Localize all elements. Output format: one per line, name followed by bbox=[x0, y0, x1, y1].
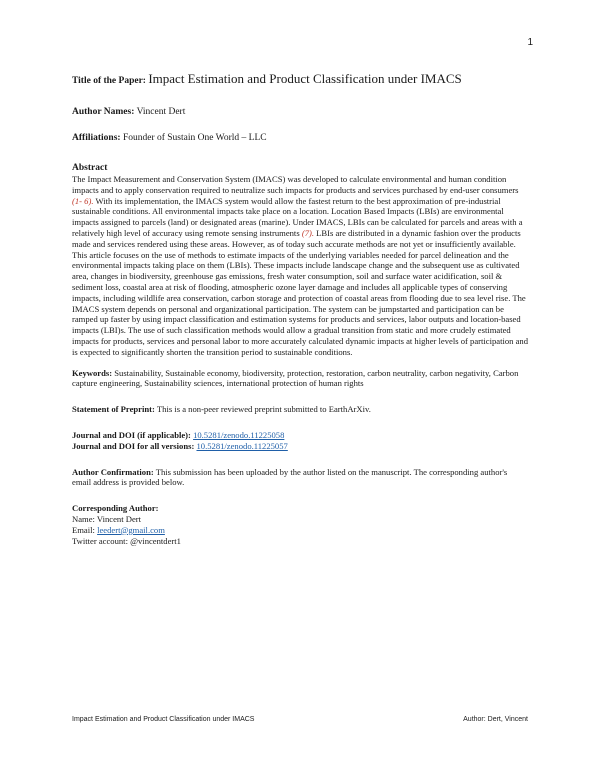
footer-title: Impact Estimation and Product Classification under IMACS bbox=[72, 716, 255, 723]
doi-line bbox=[72, 430, 528, 441]
paper-body bbox=[72, 71, 528, 546]
keywords-text: Sustainability, Sustainable economy, biodiversity, protection, restoration, carbon neutrality, carbon negativity, Carbon capture engineering, Sustainability sciences, international protection of human rights bbox=[72, 367, 519, 389]
email-link[interactable]: leedert@gmail.com bbox=[97, 524, 165, 535]
preprint-text: This is a non-peer reviewed preprint submitted to EarthArXiv. bbox=[156, 404, 371, 415]
doi-link[interactable]: 10.5281/zenodo.11225058 bbox=[193, 429, 285, 440]
title-label: Title of the Paper: bbox=[72, 76, 146, 86]
keywords-line bbox=[72, 368, 528, 390]
abstract-heading: Abstract bbox=[72, 163, 108, 173]
affiliations-line bbox=[72, 132, 528, 145]
page-number: 1 bbox=[527, 37, 533, 48]
twitter-account: Twitter account: @vincentdert1 bbox=[72, 535, 181, 546]
abstract-part-1: The Impact Measurement and Conservation System (IMACS) was developed to calculate environmental and human condition impacts and to apply conservation required to neutralize such impacts for products and services purchased by end-user consumers bbox=[72, 174, 519, 195]
doi-all-link[interactable]: 10.5281/zenodo.11225057 bbox=[196, 440, 288, 451]
confirmation-line bbox=[72, 467, 528, 489]
abstract-part-3: LBIs are distributed in a dynamic fashion over the products made and services rendered using these areas. However, as of today such accurate methods are not yet or insufficiently available. This article focuses on the use of methods to estimate impacts of the underlying variables needed for parcel delineation and the environmental impacts taking place on them (LBIs). These impacts include landscape change and the subsequent use as cultivated area, changes in biodiversity, greenhouse gas emissions, fresh water consumption, soil and surface water acidification, soil & sediment loss, coastal area at risk of flooding, atmospheric ozone layer damage and includes all applicable types of conserving impacts, including wildlife area conservation, carbon storage and protection of coastal areas from flooding due to sea level rise. The IMACS system depends on personal and organizational participation. The system can be jumpstarted and participation can be ramped up faster by using impact classification and estimation systems for products and services, labor outputs and location-based impacts (LBI)s. The use of such classification methods would allow a gradual transition from static and more crudely estimated impacts for products, services and personal labor to more accurately calculated dynamic impacts at higher levels of participation and is expected to significantly shorten the transition period to sustainable conditions. bbox=[72, 227, 529, 357]
author-label: Author Names: bbox=[72, 107, 135, 117]
abstract-part-2: With its implementation, the IMACS system would allow the fastest return to the best approximation of pre-industrial sustainable conditions. All environmental impacts take place on a location. Location Based Impacts (LBIs) are environmental impacts assigned to parcels (land) or designated areas (marine). Under IMACS, LBIs can be calculated for parcels and areas with a relatively high level of accuracy using remote sensing instruments bbox=[72, 195, 523, 238]
doi-label: Journal and DOI (if applicable): bbox=[72, 429, 191, 440]
citation-7: (7). bbox=[301, 227, 314, 238]
corresponding-email-line bbox=[72, 525, 528, 536]
abstract-text bbox=[72, 174, 528, 358]
corresponding-name: Name: Vincent Dert bbox=[72, 513, 142, 524]
doi-all-line bbox=[72, 441, 528, 452]
preprint-line bbox=[72, 404, 528, 415]
doi-all-label: Journal and DOI for all versions: bbox=[72, 440, 195, 451]
citation-1-6: (1- 6). bbox=[72, 195, 94, 206]
keywords-label: Keywords: bbox=[72, 367, 113, 378]
footer-author: Author: Dert, Vincent bbox=[463, 716, 528, 723]
affiliations-text: Founder of Sustain One World – LLC bbox=[122, 133, 267, 143]
confirmation-text: This submission has been uploaded by the author listed on the manuscript. The corresponding author's email address is provided below. bbox=[72, 466, 508, 488]
affiliations-label: Affiliations: bbox=[72, 133, 121, 143]
title-line bbox=[72, 71, 528, 89]
preprint-label: Statement of Preprint: bbox=[72, 404, 155, 415]
corresponding-heading: Corresponding Author: bbox=[72, 503, 159, 514]
page-footer bbox=[72, 716, 528, 723]
confirmation-label: Author Confirmation: bbox=[72, 466, 154, 477]
email-label: Email: bbox=[72, 524, 95, 535]
author-line bbox=[72, 106, 528, 119]
author-name: Vincent Dert bbox=[136, 107, 186, 117]
paper-title: Impact Estimation and Product Classification under IMACS bbox=[148, 71, 462, 86]
